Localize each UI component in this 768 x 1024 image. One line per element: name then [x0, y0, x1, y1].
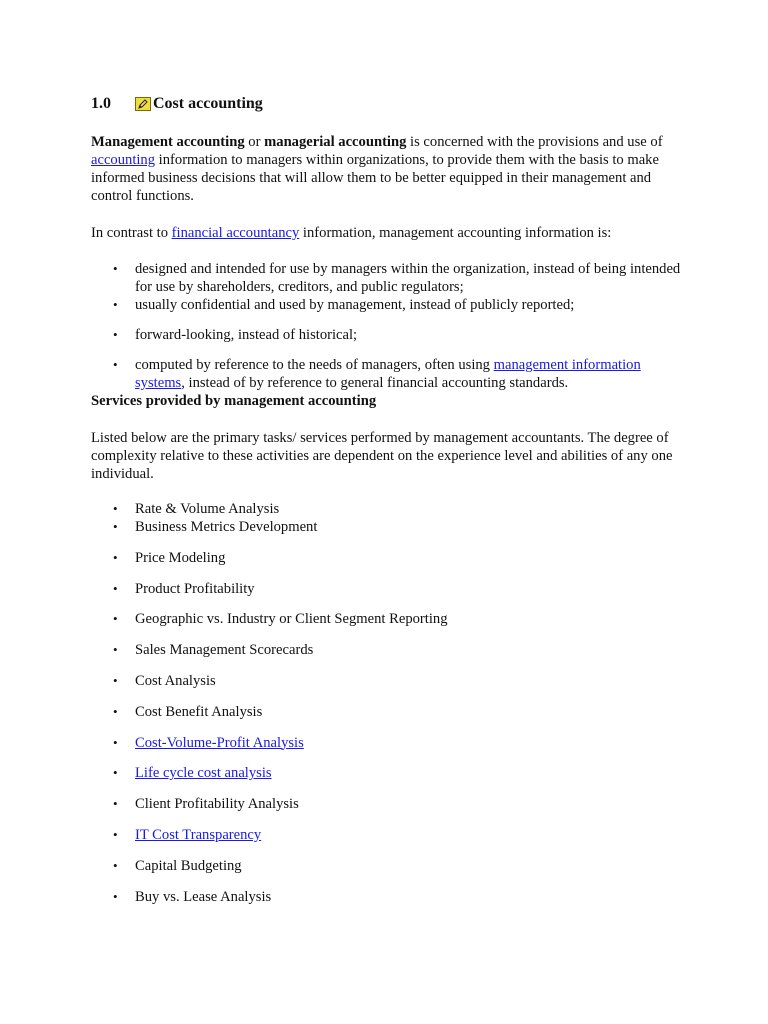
service-item [91, 826, 681, 844]
contrast-paragraph: In contrast to financial accountancy information, management accounting information is: [91, 225, 612, 241]
term-management-accounting: Management accounting [91, 134, 245, 150]
service-item [91, 672, 681, 690]
section-number: 1.0 [91, 95, 111, 112]
link-life-cycle-cost-analysis[interactable]: Life cycle cost analysis [135, 765, 272, 782]
service-item [91, 500, 681, 518]
link-it-cost-transparency[interactable]: IT Cost Transparency [135, 826, 262, 843]
service-label: Product Profitability [135, 580, 255, 597]
service-item [91, 610, 681, 628]
service-item [91, 549, 681, 567]
link-accounting[interactable]: accounting [91, 152, 156, 168]
service-label: Cost Benefit Analysis [135, 703, 263, 720]
link-management-information-systems[interactable]: management information systems [135, 357, 641, 391]
service-item [91, 888, 681, 906]
link-cost-volume-profit-analysis[interactable]: Cost-Volume-Profit Analysis [135, 734, 304, 751]
service-item [91, 703, 681, 721]
service-label: Price Modeling [135, 549, 226, 566]
list-item: • computed by reference to the needs of managers, often using management information systems, instead of by reference to general financial accounting standards. [91, 356, 681, 392]
list-item: • forward-looking, instead of historical; [91, 326, 681, 344]
term-managerial-accounting: managerial accounting [264, 134, 407, 150]
services-intro: Listed below are the primary tasks/ services performed by management accountants. The degree of complexity relative to these activities are dependent on the experience level and abilities of any one individual. [91, 430, 673, 482]
service-label: Client Profitability Analysis [135, 796, 299, 813]
service-label: Capital Budgeting [135, 857, 242, 874]
service-label: Business Metrics Development [135, 519, 318, 535]
service-label: Geographic vs. Industry or Client Segment Reporting [135, 611, 448, 628]
service-label: Sales Management Scorecards [135, 642, 314, 659]
pencil-note-icon[interactable] [135, 97, 151, 111]
document-page [91, 94, 681, 906]
service-item [91, 641, 681, 659]
list-item: • designed and intended for use by managers within the organization, instead of being intended for use by shareholders, creditors, and public regulators; [91, 260, 681, 296]
services-heading: Services provided by management accounting [91, 393, 377, 409]
service-item [91, 580, 681, 598]
service-item [91, 857, 681, 875]
section-title: Cost accounting [153, 95, 263, 112]
list-item: • usually confidential and used by management, instead of publicly reported; [91, 296, 681, 314]
service-label: Buy vs. Lease Analysis [135, 888, 272, 905]
services-list [91, 500, 681, 906]
characteristics-list [91, 260, 681, 392]
service-label: Cost Analysis [135, 672, 216, 689]
service-item [91, 795, 681, 813]
service-label: Rate & Volume Analysis [135, 501, 280, 517]
service-item [91, 518, 681, 536]
service-item [91, 764, 681, 782]
link-financial-accountancy[interactable]: financial accountancy [171, 225, 300, 241]
intro-paragraph: Management accounting or managerial accounting is concerned with the provisions and use of accounting information to managers within organizations, to provide them with the basis to make informed business decisions that will allow them to be better equipped in their management and control functions. [91, 134, 663, 204]
section-heading [91, 94, 681, 114]
service-item [91, 734, 681, 752]
